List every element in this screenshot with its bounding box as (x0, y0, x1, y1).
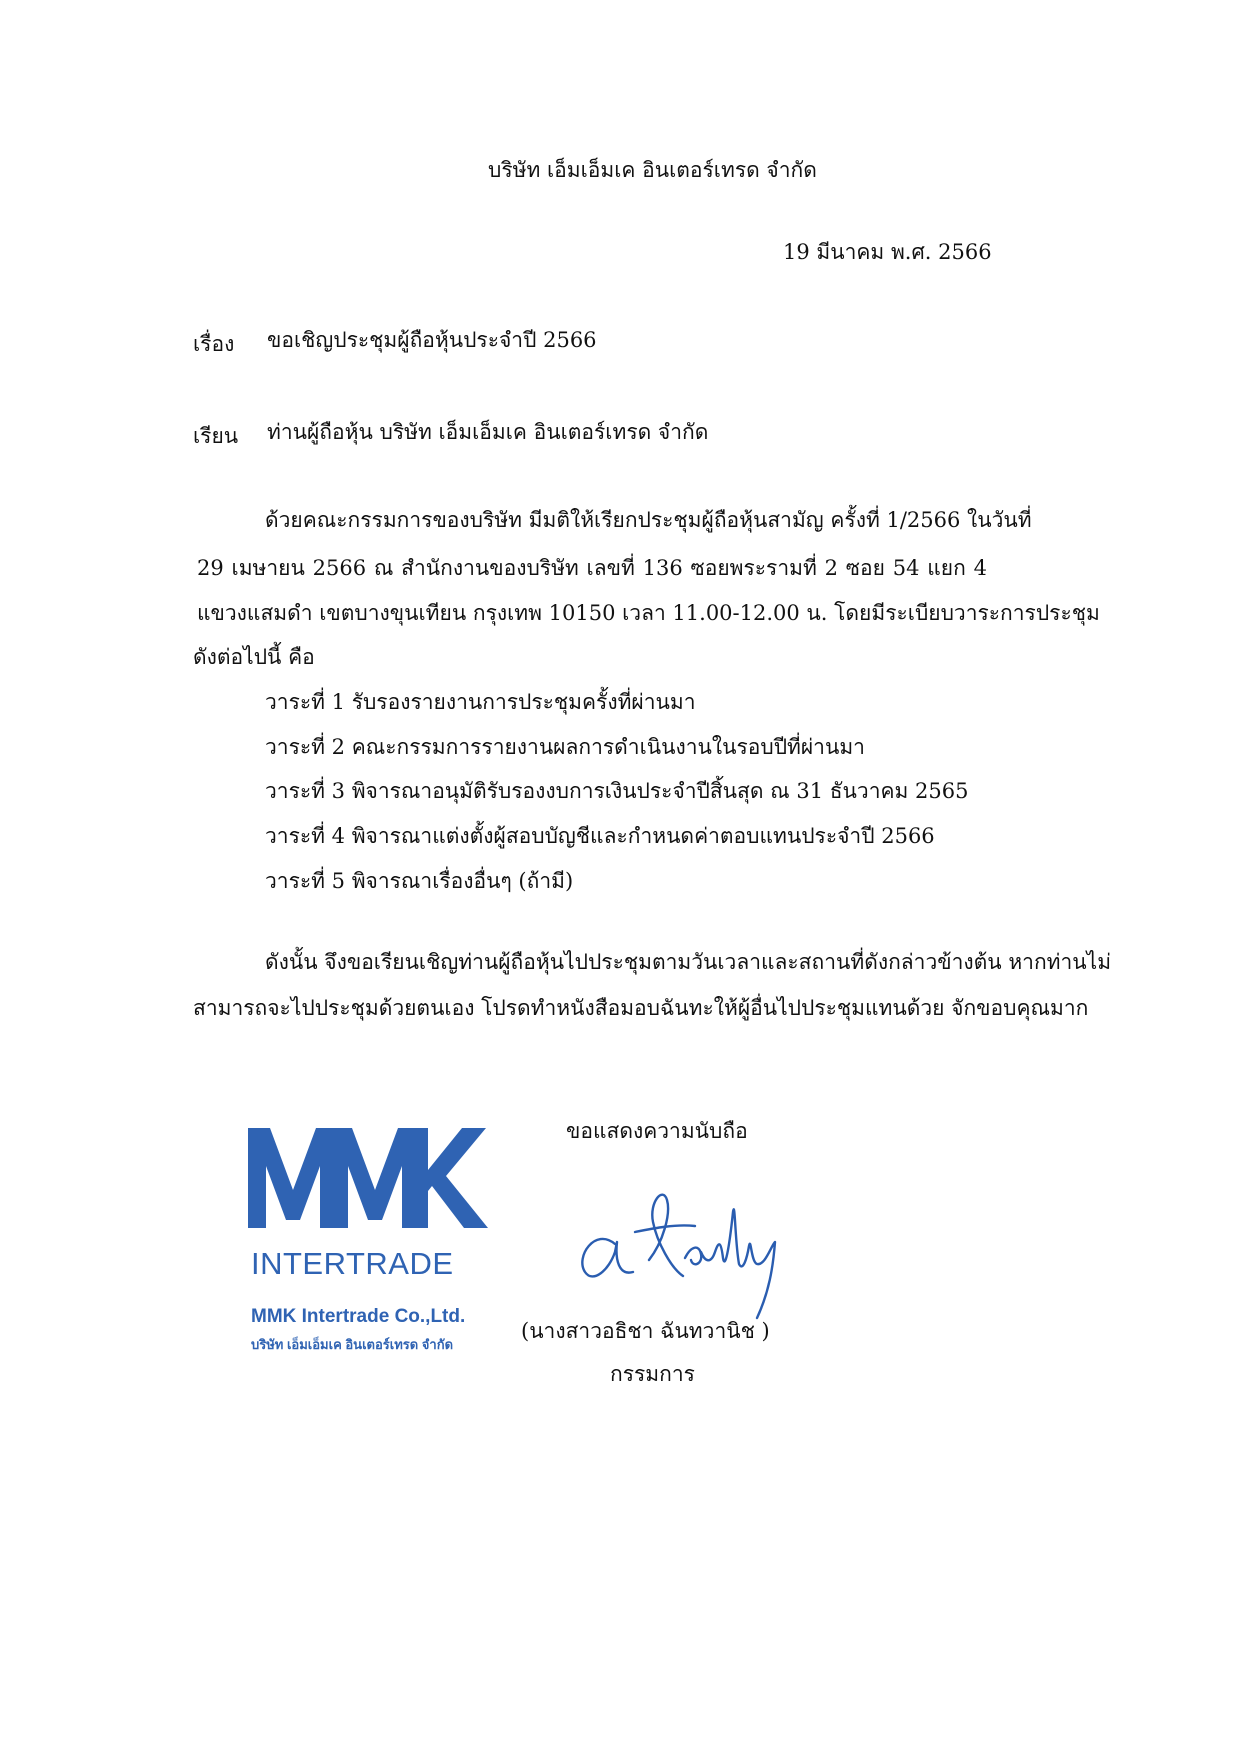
paragraph1-line1: ด้วยคณะกรรมการของบริษัท มีมติให้เรียกประชุมผู้ถือหุ้นสามัญ ครั้งที่ 1/2566 ในวันที่ (265, 508, 1032, 532)
agenda-item-3: วาระที่ 3 พิจารณาอนุมัติรับรองงบการเงินประจำปีสิ้นสุด ณ 31 ธันวาคม 2565 (265, 779, 969, 803)
agenda-item-5: วาระที่ 5 พิจารณาเรื่องอื่นๆ (ถ้ามี) (265, 869, 574, 893)
recipient-text: ท่านผู้ถือหุ้น บริษัท เอ็มเอ็มเค อินเตอร์เทรด จำกัด (267, 420, 709, 444)
logo-company-name-th: บริษัท เอ็มเอ็มเค อินเตอร์เทรด จำกัด (251, 1337, 454, 1352)
logo-intertrade-text: INTERTRADE (251, 1246, 454, 1281)
paragraph2-line1: ดังนั้น จึงขอเรียนเชิญท่านผู้ถือหุ้นไปประชุมตามวันเวลาและสถานที่ดังกล่าวข้างต้น หากท่านไม่ (265, 950, 1112, 974)
recipient-label: เรียน (193, 424, 239, 448)
paragraph2-line2: สามารถจะไปประชุมด้วยตนเอง โปรดทำหนังสือมอบฉันทะให้ผู้อื่นไปประชุมแทนด้วย จักขอบคุณมาก (193, 996, 1089, 1020)
agenda-item-4: วาระที่ 4 พิจารณาแต่งตั้งผู้สอบบัญชีและกำหนดค่าตอบแทนประจำปี 2566 (265, 824, 935, 848)
company-heading: บริษัท เอ็มเอ็มเค อินเตอร์เทรด จำกัด (488, 158, 817, 182)
paragraph1-line2: 29 เมษายน 2566 ณ สำนักงานของบริษัท เลขที่ 136 ซอยพระรามที่ 2 ซอย 54 แยก 4 (197, 556, 987, 580)
mmk-logo-mark (248, 1128, 488, 1228)
letter-date: 19 มีนาคม พ.ศ. 2566 (783, 240, 992, 264)
signer-name: (นางสาวอธิชา ฉันทวานิช ) (521, 1319, 770, 1343)
subject-label: เรื่อง (193, 332, 235, 356)
subject-text: ขอเชิญประชุมผู้ถือหุ้นประจำปี 2566 (267, 328, 597, 352)
closing-regards: ขอแสดงความนับถือ (566, 1119, 748, 1143)
paragraph1-line4: ดังต่อไปนี้ คือ (193, 645, 315, 669)
paragraph1-line3: แขวงแสมดำ เขตบางขุนเทียน กรุงเทพ 10150 เวลา 11.00-12.00 น. โดยมีระเบียบวาระการประชุม (197, 601, 1100, 625)
signature-image (575, 1172, 815, 1322)
agenda-item-1: วาระที่ 1 รับรองรายงานการประชุมครั้งที่ผ่านมา (265, 690, 696, 714)
company-logo (248, 1128, 498, 1358)
agenda-item-2: วาระที่ 2 คณะกรรมการรายงานผลการดำเนินงานในรอบปีที่ผ่านมา (265, 735, 865, 759)
logo-company-name-en: MMK Intertrade Co.,Ltd. (251, 1306, 466, 1327)
signer-position: กรรมการ (610, 1362, 695, 1386)
